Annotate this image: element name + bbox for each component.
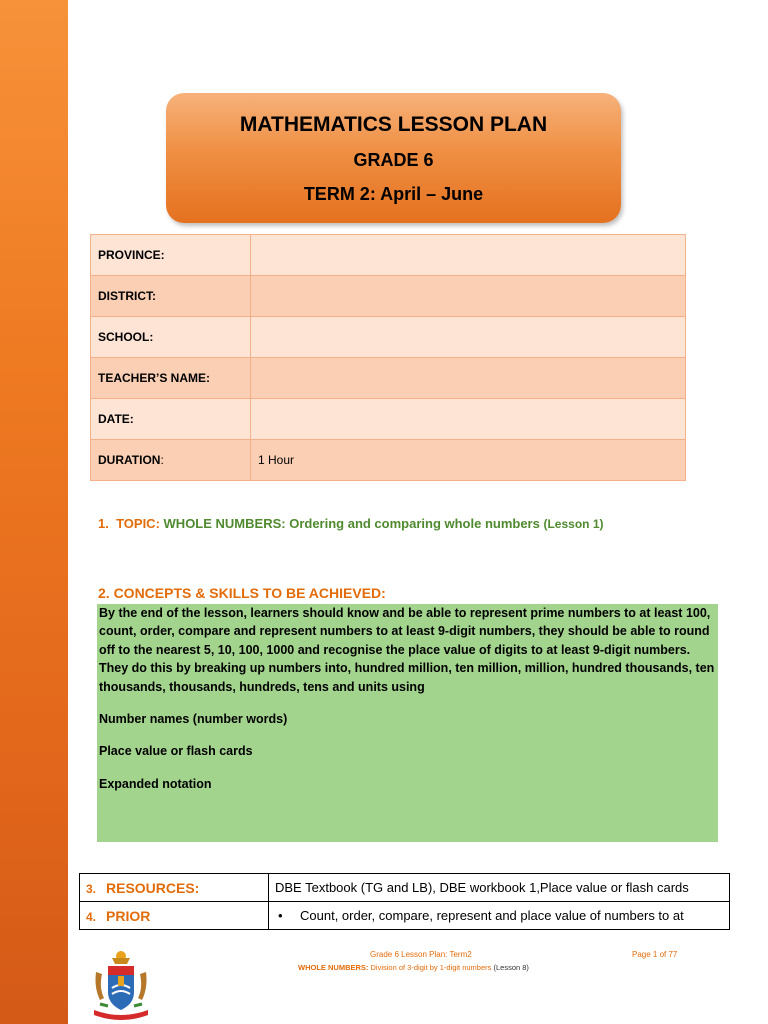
footer-title: Grade 6 Lesson Plan: Term2 <box>370 950 472 959</box>
grade-label: GRADE 6 <box>353 150 434 170</box>
resources-label-cell <box>80 874 269 902</box>
footer-page-number: Page 1 of 77 <box>632 950 678 959</box>
document-title: MATHEMATICS LESSON PLAN <box>239 113 548 136</box>
table-row <box>80 902 730 930</box>
district-label: DISTRICT: <box>91 276 251 317</box>
resources-value: DBE Textbook (TG and LB), DBE workbook 1,Place value or flash cards <box>269 874 730 902</box>
table-row <box>91 399 686 440</box>
district-field[interactable] <box>251 276 686 317</box>
coat-of-arms-icon <box>90 948 152 1024</box>
duration-label <box>91 440 251 481</box>
section-number: 4. <box>86 909 97 924</box>
duration-field[interactable]: 1 Hour <box>251 440 686 481</box>
topic-text: Ordering and comparing whole numbers <box>289 516 540 531</box>
footer-lesson: (Lesson 8) <box>493 963 529 972</box>
footer-subject: WHOLE NUMBERS: <box>298 963 369 972</box>
duration-label-colon: : <box>160 453 164 467</box>
resources-label: RESOURCES: <box>106 879 200 896</box>
concept-item: Place value or flash cards <box>99 744 253 759</box>
table-row <box>91 440 686 481</box>
duration-label-text: DURATION <box>98 453 161 467</box>
prior-label-cell <box>80 902 269 930</box>
term-label: TERM 2: April – June <box>303 184 484 204</box>
topic-label: TOPIC: <box>116 516 160 531</box>
table-row <box>80 874 730 902</box>
topic-heading <box>98 516 604 531</box>
province-field[interactable] <box>251 235 686 276</box>
footer-subtitle-text: Division of 3-digit by 1-digit numbers <box>368 963 494 972</box>
prior-value: Count, order, compare, represent and place value of numbers to at <box>300 908 684 923</box>
table-row <box>91 317 686 358</box>
province-label: PROVINCE: <box>91 235 251 276</box>
teacher-name-label: TEACHER’S NAME: <box>91 358 251 399</box>
concepts-paragraph: By the end of the lesson, learners should know and be able to represent prime numbers to at least 100, count, order, compare and represent numbers to at least 9-digit numbers, they should be able to round off to the nearest 5, 10, 100, 1000 and recognise the place value of digits to at least 9-digit numbers. They do this by breaking up numbers into, hundred million, ten million, million, hundred thousands, ten thousands, thousands, hundreds, tens and units using <box>99 606 715 694</box>
table-row <box>91 358 686 399</box>
table-row <box>91 276 686 317</box>
side-accent-bar <box>0 0 68 1024</box>
topic-lesson: (Lesson 1) <box>543 517 604 531</box>
concept-item: Expanded notation <box>99 776 212 791</box>
date-field[interactable] <box>251 399 686 440</box>
footer-subtitle <box>298 963 529 972</box>
school-field[interactable] <box>251 317 686 358</box>
topic-subject: WHOLE NUMBERS: <box>163 516 286 531</box>
section-number: 3. <box>86 881 97 896</box>
concept-item: Number names (number words) <box>99 712 288 727</box>
prior-value-cell <box>269 902 730 930</box>
school-label: SCHOOL: <box>91 317 251 358</box>
prior-label: PRIOR <box>106 907 151 924</box>
title-banner <box>166 93 621 223</box>
topic-number: 1. <box>98 516 109 531</box>
date-label: DATE: <box>91 399 251 440</box>
concepts-heading: 2. CONCEPTS & SKILLS TO BE ACHIEVED: <box>98 585 386 601</box>
info-table <box>90 234 686 481</box>
sections-table <box>79 873 730 930</box>
concepts-box <box>97 604 718 842</box>
bullet-icon: • <box>278 908 283 923</box>
table-row <box>91 235 686 276</box>
teacher-name-field[interactable] <box>251 358 686 399</box>
